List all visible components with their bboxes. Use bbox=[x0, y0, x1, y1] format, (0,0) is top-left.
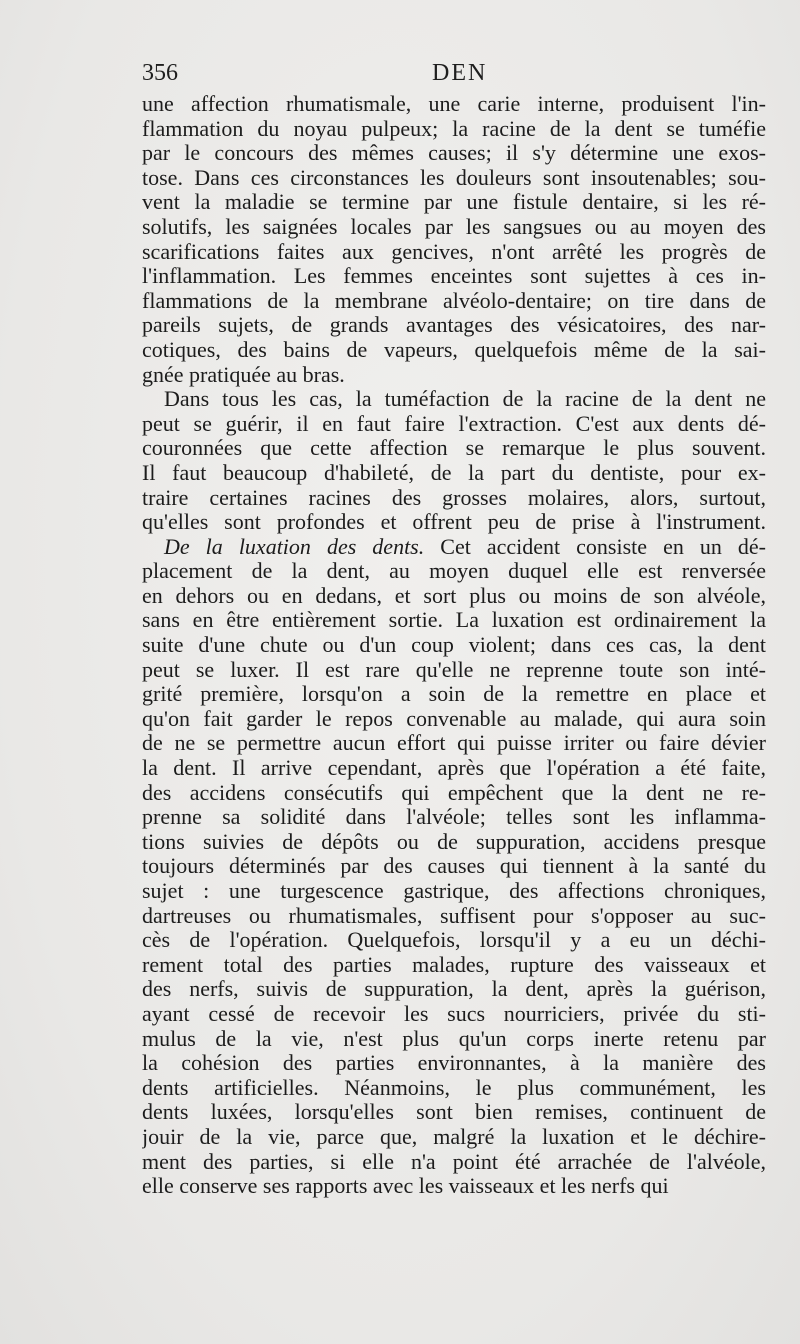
text-line bbox=[142, 117, 766, 142]
line-text: solutifs, les saignées locales par les sangsues ou au moyen des bbox=[142, 214, 766, 239]
text-line bbox=[142, 1002, 766, 1027]
line-text: prenne sa solidité dans l'alvéole; telles sont les inflamma- bbox=[142, 805, 766, 830]
line-text: Il faut beaucoup d'habileté, de la part du dentiste, pour ex- bbox=[142, 460, 766, 485]
line-text: des nerfs, suivis de suppuration, la dent, après la guérison, bbox=[142, 977, 766, 1002]
line-text: traire certaines racines des grosses molaires, alors, surtout, bbox=[142, 485, 766, 510]
line-text: des accidens consécutifs qui empêchent que la dent ne re- bbox=[142, 780, 766, 805]
text-line bbox=[142, 977, 766, 1002]
line-text: sujet : une turgescence gastrique, des affections chroniques, bbox=[142, 879, 766, 903]
text-line bbox=[142, 854, 766, 879]
line-text: en dehors ou en dedans, et sort plus ou moins de son alvéole, bbox=[142, 583, 766, 608]
text-line bbox=[142, 461, 766, 486]
text-line bbox=[142, 1100, 766, 1125]
line-text: elle conserve ses rapports avec les vaisseaux et les nerfs qui bbox=[142, 1174, 669, 1199]
line-text: couronnées que cette affection se remarque le plus souvent. bbox=[142, 436, 766, 461]
line-text: grité première, lorsqu'on a soin de la remettre en place et bbox=[142, 682, 766, 707]
text-line bbox=[142, 92, 766, 117]
text-line bbox=[142, 1076, 766, 1101]
text-line bbox=[142, 781, 766, 806]
text-line bbox=[142, 707, 766, 732]
line-text: dents artificielles. Néanmoins, le plus communément, les bbox=[142, 1075, 766, 1100]
text-line bbox=[142, 338, 766, 363]
line-text: suite d'une chute ou d'un coup violent; dans ces cas, la dent bbox=[142, 633, 766, 658]
text-line bbox=[142, 805, 766, 830]
running-head: DEN bbox=[432, 60, 488, 86]
line-text: tose. Dans ces circonstances les douleurs sont insoutenables; sou- bbox=[142, 165, 766, 190]
text-line bbox=[142, 166, 766, 191]
text-line bbox=[142, 190, 766, 215]
text-line bbox=[142, 633, 766, 658]
line-text: dartreuses ou rhumatismales, suffisent pour s'opposer au suc- bbox=[142, 903, 766, 928]
line-text: toujours déterminés par des causes qui tiennent à la santé du bbox=[142, 854, 766, 879]
line-text: l'inflammation. Les femmes enceintes sont sujettes à ces in- bbox=[142, 264, 766, 289]
text-line bbox=[142, 240, 766, 265]
line-text: mulus de la vie, n'est plus qu'un corps inerte retenu par bbox=[142, 1026, 766, 1051]
line-text: Cet accident consiste en un dé- bbox=[424, 534, 766, 559]
text-line bbox=[142, 1051, 766, 1076]
text-line bbox=[142, 1125, 766, 1150]
line-text: placement de la dent, au moyen duquel elle est renversée bbox=[142, 559, 766, 584]
text-line bbox=[142, 510, 766, 535]
text-line bbox=[142, 559, 766, 584]
line-text: ment des parties, si elle n'a point été arrachée de l'alvéole, bbox=[142, 1149, 766, 1174]
line-text: jouir de la vie, parce que, malgré la luxation et le déchire- bbox=[142, 1124, 766, 1149]
text-line bbox=[142, 830, 766, 855]
line-text: une affection rhumatismale, une carie interne, produisent l'in- bbox=[142, 92, 766, 116]
text-line bbox=[142, 1174, 766, 1199]
text-line bbox=[142, 879, 766, 904]
line-text: par le concours des mêmes causes; il s'y détermine une exos- bbox=[142, 141, 766, 166]
line-text: la dent. Il arrive cependant, après que l'opération a été faite, bbox=[142, 756, 766, 781]
line-text: peut se luxer. Il est rare qu'elle ne reprenne toute son inté- bbox=[142, 657, 766, 682]
page-header bbox=[142, 58, 766, 88]
line-text: gnée pratiquée au bras. bbox=[142, 362, 345, 387]
line-text: qu'elles sont profondes et offrent peu de prise à l'instrument. bbox=[142, 510, 766, 535]
line-text: tions suivies de dépôts ou de suppuration, accidens presque bbox=[142, 829, 766, 854]
line-text: pareils sujets, de grands avantages des vésicatoires, des nar- bbox=[142, 313, 766, 338]
text-line bbox=[142, 953, 766, 978]
text-line bbox=[142, 535, 766, 560]
line-text: ayant cessé de recevoir les sucs nourriciers, privée du sti- bbox=[142, 1001, 766, 1026]
line-text: scarifications faites aux gencives, n'ont arrêté les progrès de bbox=[142, 239, 766, 264]
text-line bbox=[142, 731, 766, 756]
section-heading-italic: De la luxation des dents. bbox=[164, 534, 425, 559]
text-line bbox=[142, 313, 766, 338]
text-line bbox=[142, 682, 766, 707]
text-line bbox=[142, 363, 766, 388]
line-text: de ne se permettre aucun effort qui puisse irriter ou faire dévier bbox=[142, 731, 766, 756]
text-line bbox=[142, 756, 766, 781]
text-line bbox=[142, 436, 766, 461]
text-line bbox=[142, 904, 766, 929]
text-line bbox=[142, 584, 766, 609]
text-line bbox=[142, 1027, 766, 1052]
text-line bbox=[142, 387, 766, 412]
text-line bbox=[142, 215, 766, 240]
line-text: la cohésion des parties environnantes, à la manière des bbox=[142, 1051, 766, 1076]
text-line bbox=[142, 928, 766, 953]
text-line bbox=[142, 486, 766, 511]
line-text: Dans tous les cas, la tuméfaction de la racine de la dent ne bbox=[164, 387, 766, 412]
line-text: cès de l'opération. Quelquefois, lorsqu'il y a eu un déchi- bbox=[142, 928, 766, 953]
line-text: vent la maladie se termine par une fistule dentaire, si les ré- bbox=[142, 190, 766, 215]
text-line bbox=[142, 264, 766, 289]
line-text: sans en être entièrement sortie. La luxation est ordinairement la bbox=[142, 608, 766, 633]
text-line bbox=[142, 608, 766, 633]
line-text: dents luxées, lorsqu'elles sont bien remises, continuent de bbox=[142, 1100, 766, 1125]
text-line bbox=[142, 141, 766, 166]
line-text: flammations de la membrane alvéolo-dentaire; on tire dans de bbox=[142, 288, 766, 313]
line-text: rement total des parties malades, rupture des vaisseaux et bbox=[142, 952, 766, 977]
text-line bbox=[142, 289, 766, 314]
line-text: peut se guérir, il en faut faire l'extraction. C'est aux dents dé- bbox=[142, 411, 766, 436]
body-text bbox=[142, 92, 766, 1199]
page-number: 356 bbox=[142, 60, 178, 86]
line-text: qu'on fait garder le repos convenable au malade, qui aura soin bbox=[142, 706, 766, 731]
text-line bbox=[142, 412, 766, 437]
line-text: flammation du noyau pulpeux; la racine de la dent se tuméfie bbox=[142, 116, 766, 141]
line-text: cotiques, des bains de vapeurs, quelquefois même de la sai- bbox=[142, 337, 766, 362]
text-line bbox=[142, 658, 766, 683]
text-line bbox=[142, 1150, 766, 1175]
